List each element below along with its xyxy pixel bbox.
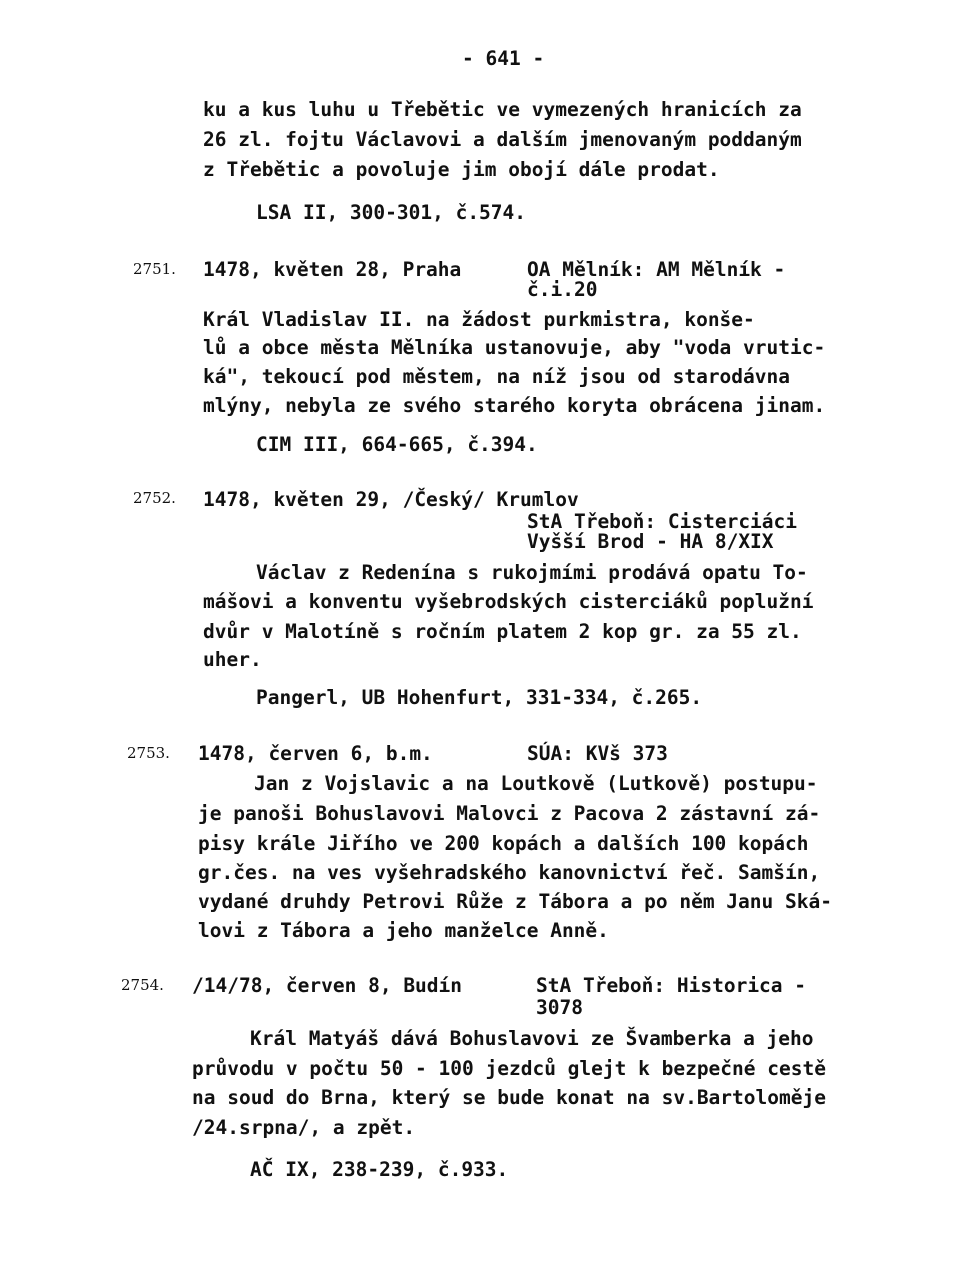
text-line: mášovi a konventu vyšebrodských cisterciáků poplužní xyxy=(203,590,814,613)
text-line: lů a obce města Mělníka ustanovuje, aby "voda vrutic- xyxy=(203,336,826,359)
text-line: ku a kus luhu u Třebětic ve vymezených hranicích za xyxy=(203,98,802,121)
archive-line: Vyšší Brod - HA 8/XIX xyxy=(527,530,774,553)
page-number: - 641 - xyxy=(462,47,545,70)
archive-line: StA Třeboň: Cisterciáci xyxy=(527,510,798,533)
archive-line: SÚA: KVš 373 xyxy=(527,742,668,765)
archive-line: č.i.20 xyxy=(527,278,598,301)
entry-date: /14/78, červen 8, Budín xyxy=(192,974,463,997)
entry-date: 1478, červen 6, b.m. xyxy=(198,742,433,765)
entry-number: 2752. xyxy=(133,489,176,507)
text-line: dvůr v Malotíně s ročním platem 2 kop gr. za 55 zl. xyxy=(203,620,802,643)
entry-number: 2754. xyxy=(121,976,164,994)
text-line: pisy krále Jiřího ve 200 kopách a dalších 100 kopách xyxy=(198,832,809,855)
text-line: mlýny, nebyla ze svého starého koryta obrácena jinam. xyxy=(203,394,826,417)
archive-line: 3078 xyxy=(536,996,583,1019)
text-line: Jan z Vojslavic a na Loutkově (Lutkově) postupu- xyxy=(254,772,818,795)
text-line: Král Matyáš dává Bohuslavovi ze Švamberka a jeho xyxy=(250,1027,814,1050)
citation: AČ IX, 238-239, č.933. xyxy=(250,1158,509,1181)
text-line: gr.čes. na ves vyšehradského kanovnictví řeč. Samšín, xyxy=(198,861,821,884)
text-line: Václav z Redenína s rukojmími prodává opatu To- xyxy=(256,561,808,584)
text-line: lovi z Tábora a jeho manželce Anně. xyxy=(198,919,609,942)
citation: Pangerl, UB Hohenfurt, 331-334, č.265. xyxy=(256,686,703,709)
text-line: ká", tekoucí pod městem, na níž jsou od starodávna xyxy=(203,365,790,388)
text-line: průvodu v počtu 50 - 100 jezdců glejt k bezpečné cestě xyxy=(192,1057,826,1080)
text-line: na soud do Brna, který se bude konat na sv.Bartoloměje xyxy=(192,1086,826,1109)
text-line: Král Vladislav II. na žádost purkmistra, konše- xyxy=(203,308,755,331)
entry-number: 2751. xyxy=(133,260,176,278)
entry-number: 2753. xyxy=(127,744,170,762)
entry-date: 1478, květen 28, Praha xyxy=(203,258,462,281)
entry-date: 1478, květen 29, /Český/ Krumlov xyxy=(203,488,579,511)
text-line: vydané druhdy Petrovi Růže z Tábora a po něm Janu Ská- xyxy=(198,890,832,913)
text-line: z Třebětic a povoluje jim obojí dále prodat. xyxy=(203,158,720,181)
citation: CIM III, 664-665, č.394. xyxy=(256,433,538,456)
text-line: 26 zl. fojtu Václavovi a dalším jmenovaným poddaným xyxy=(203,128,802,151)
archive-line: OA Mělník: AM Mělník - xyxy=(527,258,786,281)
citation: LSA II, 300-301, č.574. xyxy=(256,201,527,224)
archive-line: StA Třeboň: Historica - xyxy=(536,974,807,997)
text-line: je panoši Bohuslavovi Malovci z Pacova 2 zástavní zá- xyxy=(198,802,821,825)
text-line: /24.srpna/, a zpět. xyxy=(192,1116,416,1139)
text-line: uher. xyxy=(203,648,262,671)
